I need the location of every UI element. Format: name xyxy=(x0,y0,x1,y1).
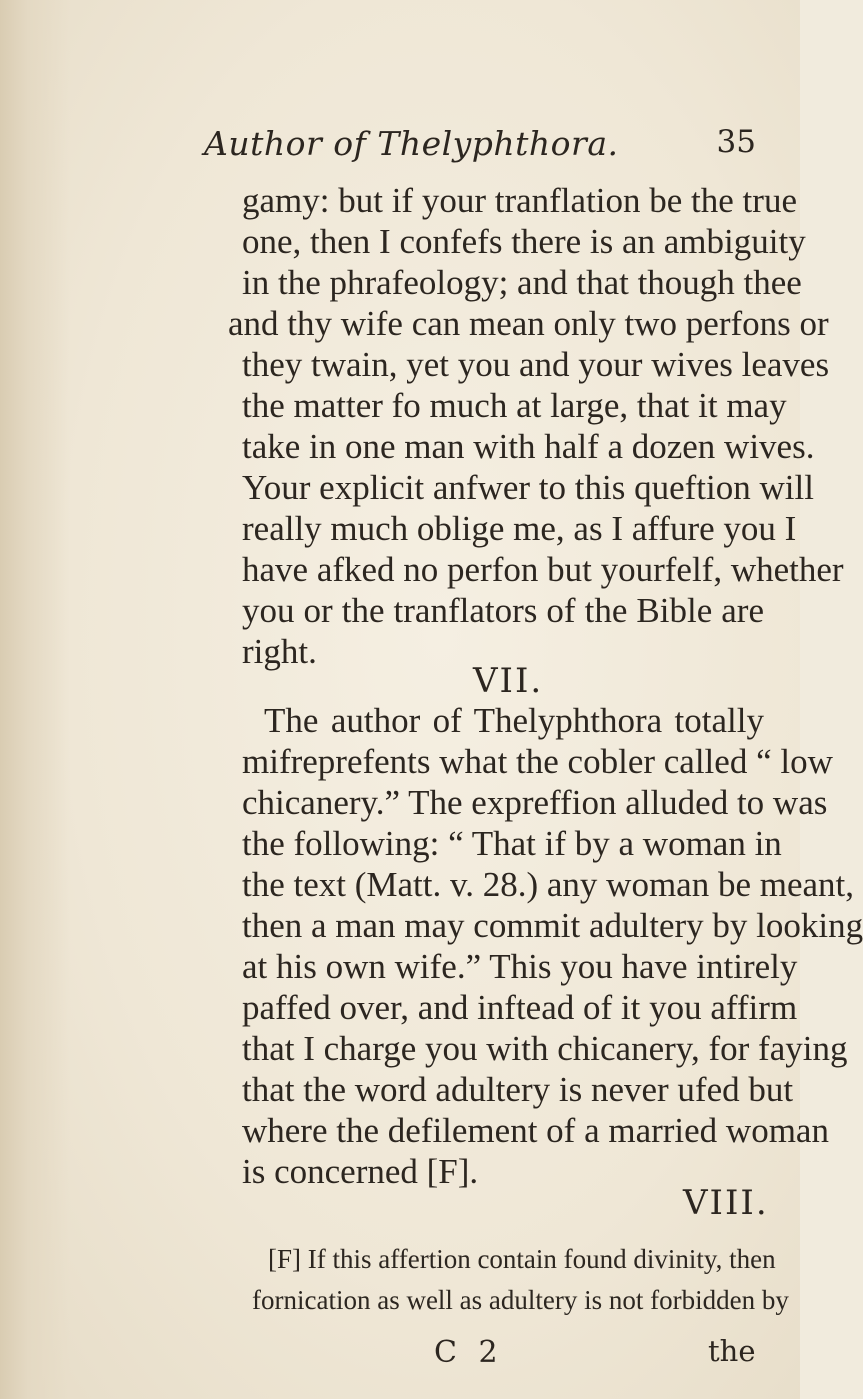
text-line: the following: “ That if by a woman in xyxy=(242,824,782,863)
footnote-line: fornication as well as adultery is not forbidden by xyxy=(252,1285,789,1315)
text-line: The author of Thelyphthora totally xyxy=(264,701,764,740)
text-line: chicanery.” The expreffion alluded to was xyxy=(242,783,828,822)
page-number: 35 xyxy=(716,124,756,160)
text-line: where the defilement of a married woman xyxy=(242,1111,829,1150)
text-line: take in one man with half a dozen wives. xyxy=(242,427,815,466)
paragraph-vi-continuation xyxy=(228,180,844,672)
text-line: gamy: but if your tranflation be the true xyxy=(242,181,797,220)
text-line: then a man may commit adultery by looking xyxy=(242,906,863,945)
page-header xyxy=(204,124,764,172)
paragraph-vii xyxy=(242,700,863,1192)
text-line: have afked no perfon but yourfelf, whether xyxy=(242,550,844,589)
text-line: Your explicit anfwer to this queftion will xyxy=(242,468,814,507)
catchword: the xyxy=(708,1334,756,1368)
running-head: Author of Thelyphthora. xyxy=(204,124,619,163)
text-line: you or the tranflators of the Bible are xyxy=(242,591,764,630)
text-line: mifreprefents what the cobler called “ low xyxy=(242,742,833,781)
text-line: that I charge you with chicanery, for faying xyxy=(242,1029,848,1068)
text-line: they twain, yet you and your wives leaves xyxy=(242,345,830,384)
section-number-viii: VIII. xyxy=(683,1183,769,1223)
text-line: the text (Matt. v. 28.) any woman be meant, xyxy=(242,865,855,904)
section-number-vii: VII. xyxy=(473,661,544,701)
text-line: that the word adultery is never ufed but xyxy=(242,1070,794,1109)
text-line: right. xyxy=(242,632,317,671)
text-line: is concerned [F]. xyxy=(242,1152,479,1191)
text-line: at his own wife.” This you have intirely xyxy=(242,947,798,986)
footnote xyxy=(252,1244,789,1326)
text-line: paffed over, and inftead of it you affirm xyxy=(242,988,798,1027)
text-line: and thy wife can mean only two perfons or xyxy=(228,304,829,343)
text-line: in the phrafeology; and that though thee xyxy=(242,263,802,302)
signature-mark: C 2 xyxy=(434,1335,504,1370)
text-line: the matter fo much at large, that it may xyxy=(242,386,787,425)
text-line: really much oblige me, as I affure you I xyxy=(242,509,797,548)
page-gutter xyxy=(0,0,70,1399)
text-line: one, then I confefs there is an ambiguity xyxy=(242,222,806,261)
footnote-line: [F] If this affertion contain found divinity, then xyxy=(268,1244,776,1274)
